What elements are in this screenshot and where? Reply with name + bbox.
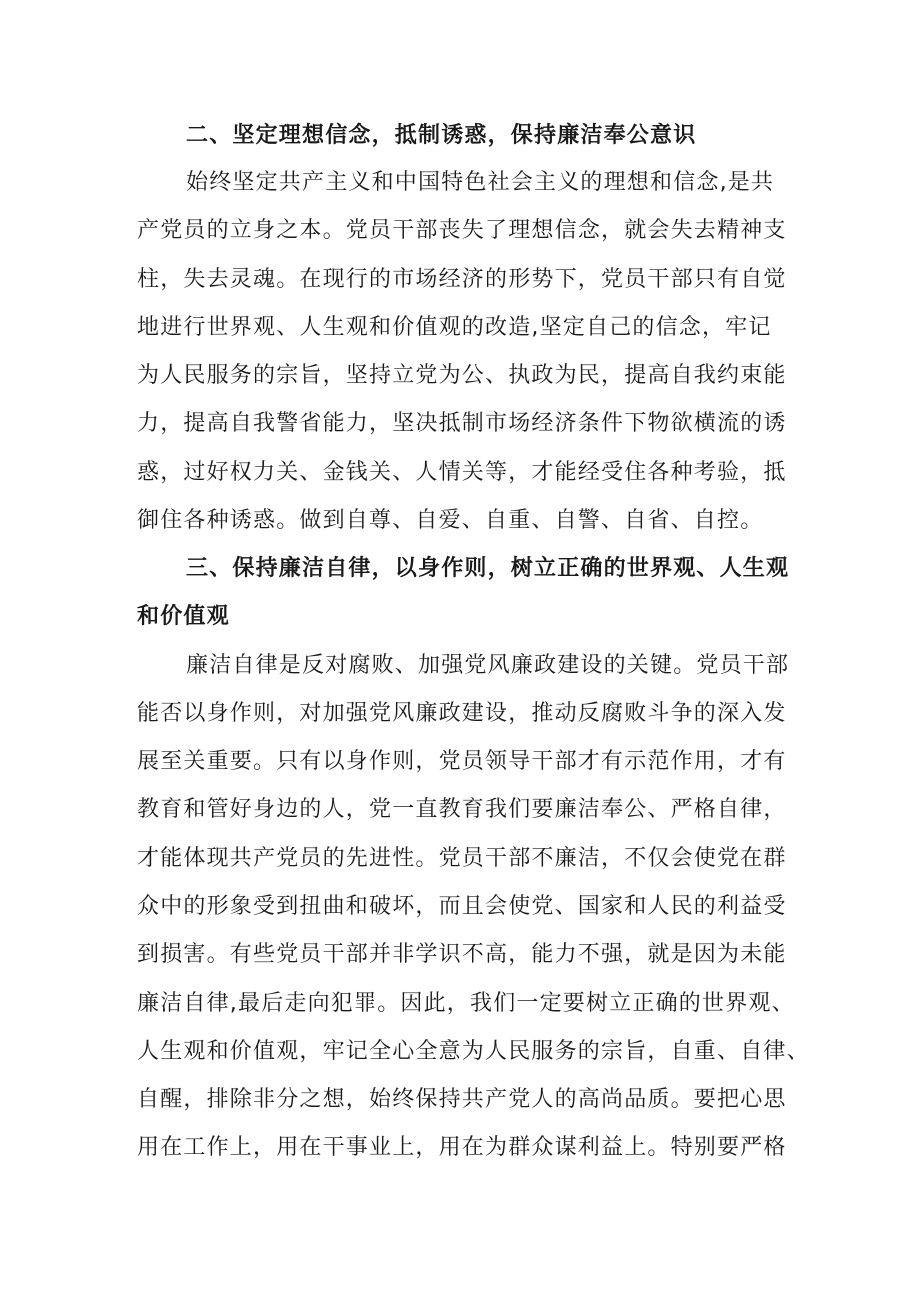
paragraph-line: 御住各种诱惑。做到自尊、自爱、自重、自警、自省、自控。 [137,508,764,533]
paragraph-line: 惑，过好权力关、金钱关、人情关等，才能经受住各种考验，抵 [137,460,787,485]
paragraph-line: 人生观和价值观，牢记全心全意为人民服务的宗旨，自重、自律、 [137,1039,810,1064]
paragraph-line: 展至关重要。只有以身作则，党员领导干部才有示范作用，才有 [137,749,787,774]
paragraph-line: 到损害。有些党员干部并非学识不高，能力不强，就是因为未能 [137,942,787,967]
paragraph-line: 廉洁自律,最后走向犯罪。因此，我们一定要树立正确的世界观、 [137,991,795,1016]
paragraph-line: 众中的形象受到扭曲和破坏，而且会使党、国家和人民的利益受 [137,894,787,919]
paragraph-line: 为人民服务的宗旨，坚持立党为公、执政为民，提高自我约束能 [137,363,787,388]
paragraph-line: 教育和管好身边的人，党一直教育我们要廉洁奉公、严格自律， [137,797,787,822]
section-3-heading: 三、保持廉洁自律，以身作则，树立正确的世界观、人生观 [186,556,790,581]
paragraph-line: 产党员的立身之本。党员干部丧失了理想信念，就会失去精神支 [137,218,787,243]
section-3-heading-continued: 和价值观 [137,604,230,629]
paragraph-line: 自醒，排除非分之想，始终保持共产党人的高尚品质。要把心思 [137,1087,787,1112]
paragraph-line: 用在工作上，用在干事业上，用在为群众谋利益上。特别要严格 [137,1135,787,1160]
section-2-heading: 二、坚定理想信念，抵制诱惑，保持廉洁奉公意识 [186,123,697,148]
paragraph-line: 始终坚定共产主义和中国特色社会主义的理想和信念,是共 [186,170,775,195]
paragraph-line: 才能体现共产党员的先进性。党员干部不廉洁，不仅会使党在群 [137,846,787,871]
paragraph-line: 能否以身作则，对加强党风廉政建设，推动反腐败斗争的深入发 [137,701,787,726]
paragraph-line: 力，提高自我警省能力，坚决抵制市场经济条件下物欲横流的诱 [137,411,787,436]
paragraph-line: 廉洁自律是反对腐败、加强党风廉政建设的关键。党员干部 [186,653,790,678]
paragraph-line: 柱，失去灵魂。在现行的市场经济的形势下，党员干部只有自觉 [137,267,787,292]
paragraph-line: 地进行世界观、人生观和价值观的改造,坚定自己的信念，牢记 [137,315,772,340]
